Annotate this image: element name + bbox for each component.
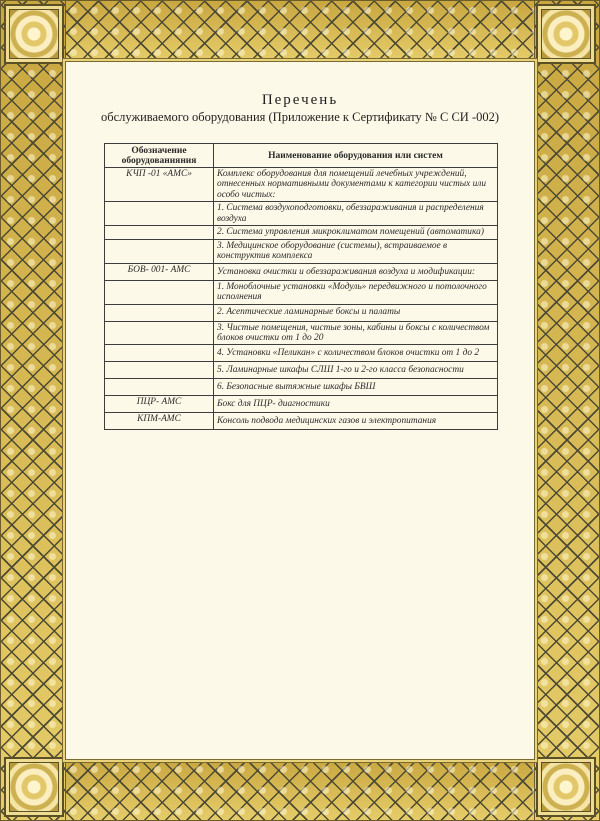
column-header-name: Наименование оборудования или систем — [214, 144, 498, 168]
equipment-code — [105, 321, 214, 345]
ornamental-border-left — [0, 0, 66, 821]
table-row — [105, 280, 498, 304]
equipment-code — [105, 345, 214, 362]
equipment-code — [105, 304, 214, 321]
equipment-code: БОВ- 001- АМС — [105, 263, 214, 280]
equipment-code — [105, 280, 214, 304]
equipment-table — [104, 143, 498, 430]
table-row — [105, 304, 498, 321]
corner-rosette-top-right — [536, 4, 596, 64]
equipment-name: Бокс для ПЦР- диагностики — [214, 396, 498, 413]
equipment-name: Комплекс оборудования для помещений лечебных учреждений, отнесенных нормативными документами к категории чистых или особо чистых: — [214, 168, 498, 202]
table-row — [105, 396, 498, 413]
corner-rosette-top-left — [4, 4, 64, 64]
equipment-name: 4. Установки «Пеликан» с количеством блоков очистки от 1 до 2 — [214, 345, 498, 362]
equipment-code — [105, 226, 214, 240]
equipment-code: КПМ-АМС — [105, 413, 214, 430]
equipment-code: КЧП -01 «АМС» — [105, 168, 214, 202]
table-row — [105, 240, 498, 264]
equipment-name: 3. Чистые помещения, чистые зоны, кабины и боксы с количеством блоков очистки от 1 до 20 — [214, 321, 498, 345]
equipment-code — [105, 240, 214, 264]
table-row — [105, 379, 498, 396]
equipment-code: ПЦР- АМС — [105, 396, 214, 413]
corner-rosette-bottom-right — [536, 757, 596, 817]
ornamental-border-right — [534, 0, 600, 821]
equipment-code — [105, 202, 214, 226]
document-title: Перечень — [261, 92, 339, 108]
ornamental-border-top — [0, 0, 600, 62]
equipment-name: 2. Система управления микроклиматом помещений (автоматика) — [214, 226, 498, 240]
equipment-name: Консоль подвода медицинских газов и электропитания — [214, 413, 498, 430]
equipment-code — [105, 362, 214, 379]
equipment-name: 5. Ламинарные шкафы СЛШ 1-го и 2-го класса безопасности — [214, 362, 498, 379]
column-header-code: Обозначение оборудованияния — [105, 144, 214, 168]
table-row — [105, 263, 498, 280]
document-subtitle: обслуживаемого оборудования (Приложение к Сертификату № С СИ -002) — [100, 110, 500, 124]
table-row — [105, 168, 498, 202]
equipment-name: 6. Безопасные вытяжные шкафы БВШ — [214, 379, 498, 396]
table-row — [105, 362, 498, 379]
table-row — [105, 202, 498, 226]
table-header-row — [105, 144, 498, 168]
equipment-name: 1. Система воздухоподготовки, обеззараживания и распределения воздуха — [214, 202, 498, 226]
ornamental-border-bottom — [0, 759, 600, 821]
equipment-code — [105, 379, 214, 396]
corner-rosette-bottom-left — [4, 757, 64, 817]
equipment-name: 1. Моноблочные установки «Модуль» передвижного и потолочного исполнения — [214, 280, 498, 304]
equipment-name: 2. Асептические ламинарные боксы и палаты — [214, 304, 498, 321]
table-row — [105, 413, 498, 430]
table-row — [105, 321, 498, 345]
equipment-name: Установка очистки и обеззараживания воздуха и модификации: — [214, 263, 498, 280]
equipment-name: 3. Медицинское оборудование (системы), встраиваемое в конструктив комплекса — [214, 240, 498, 264]
table-row — [105, 345, 498, 362]
table-row — [105, 226, 498, 240]
